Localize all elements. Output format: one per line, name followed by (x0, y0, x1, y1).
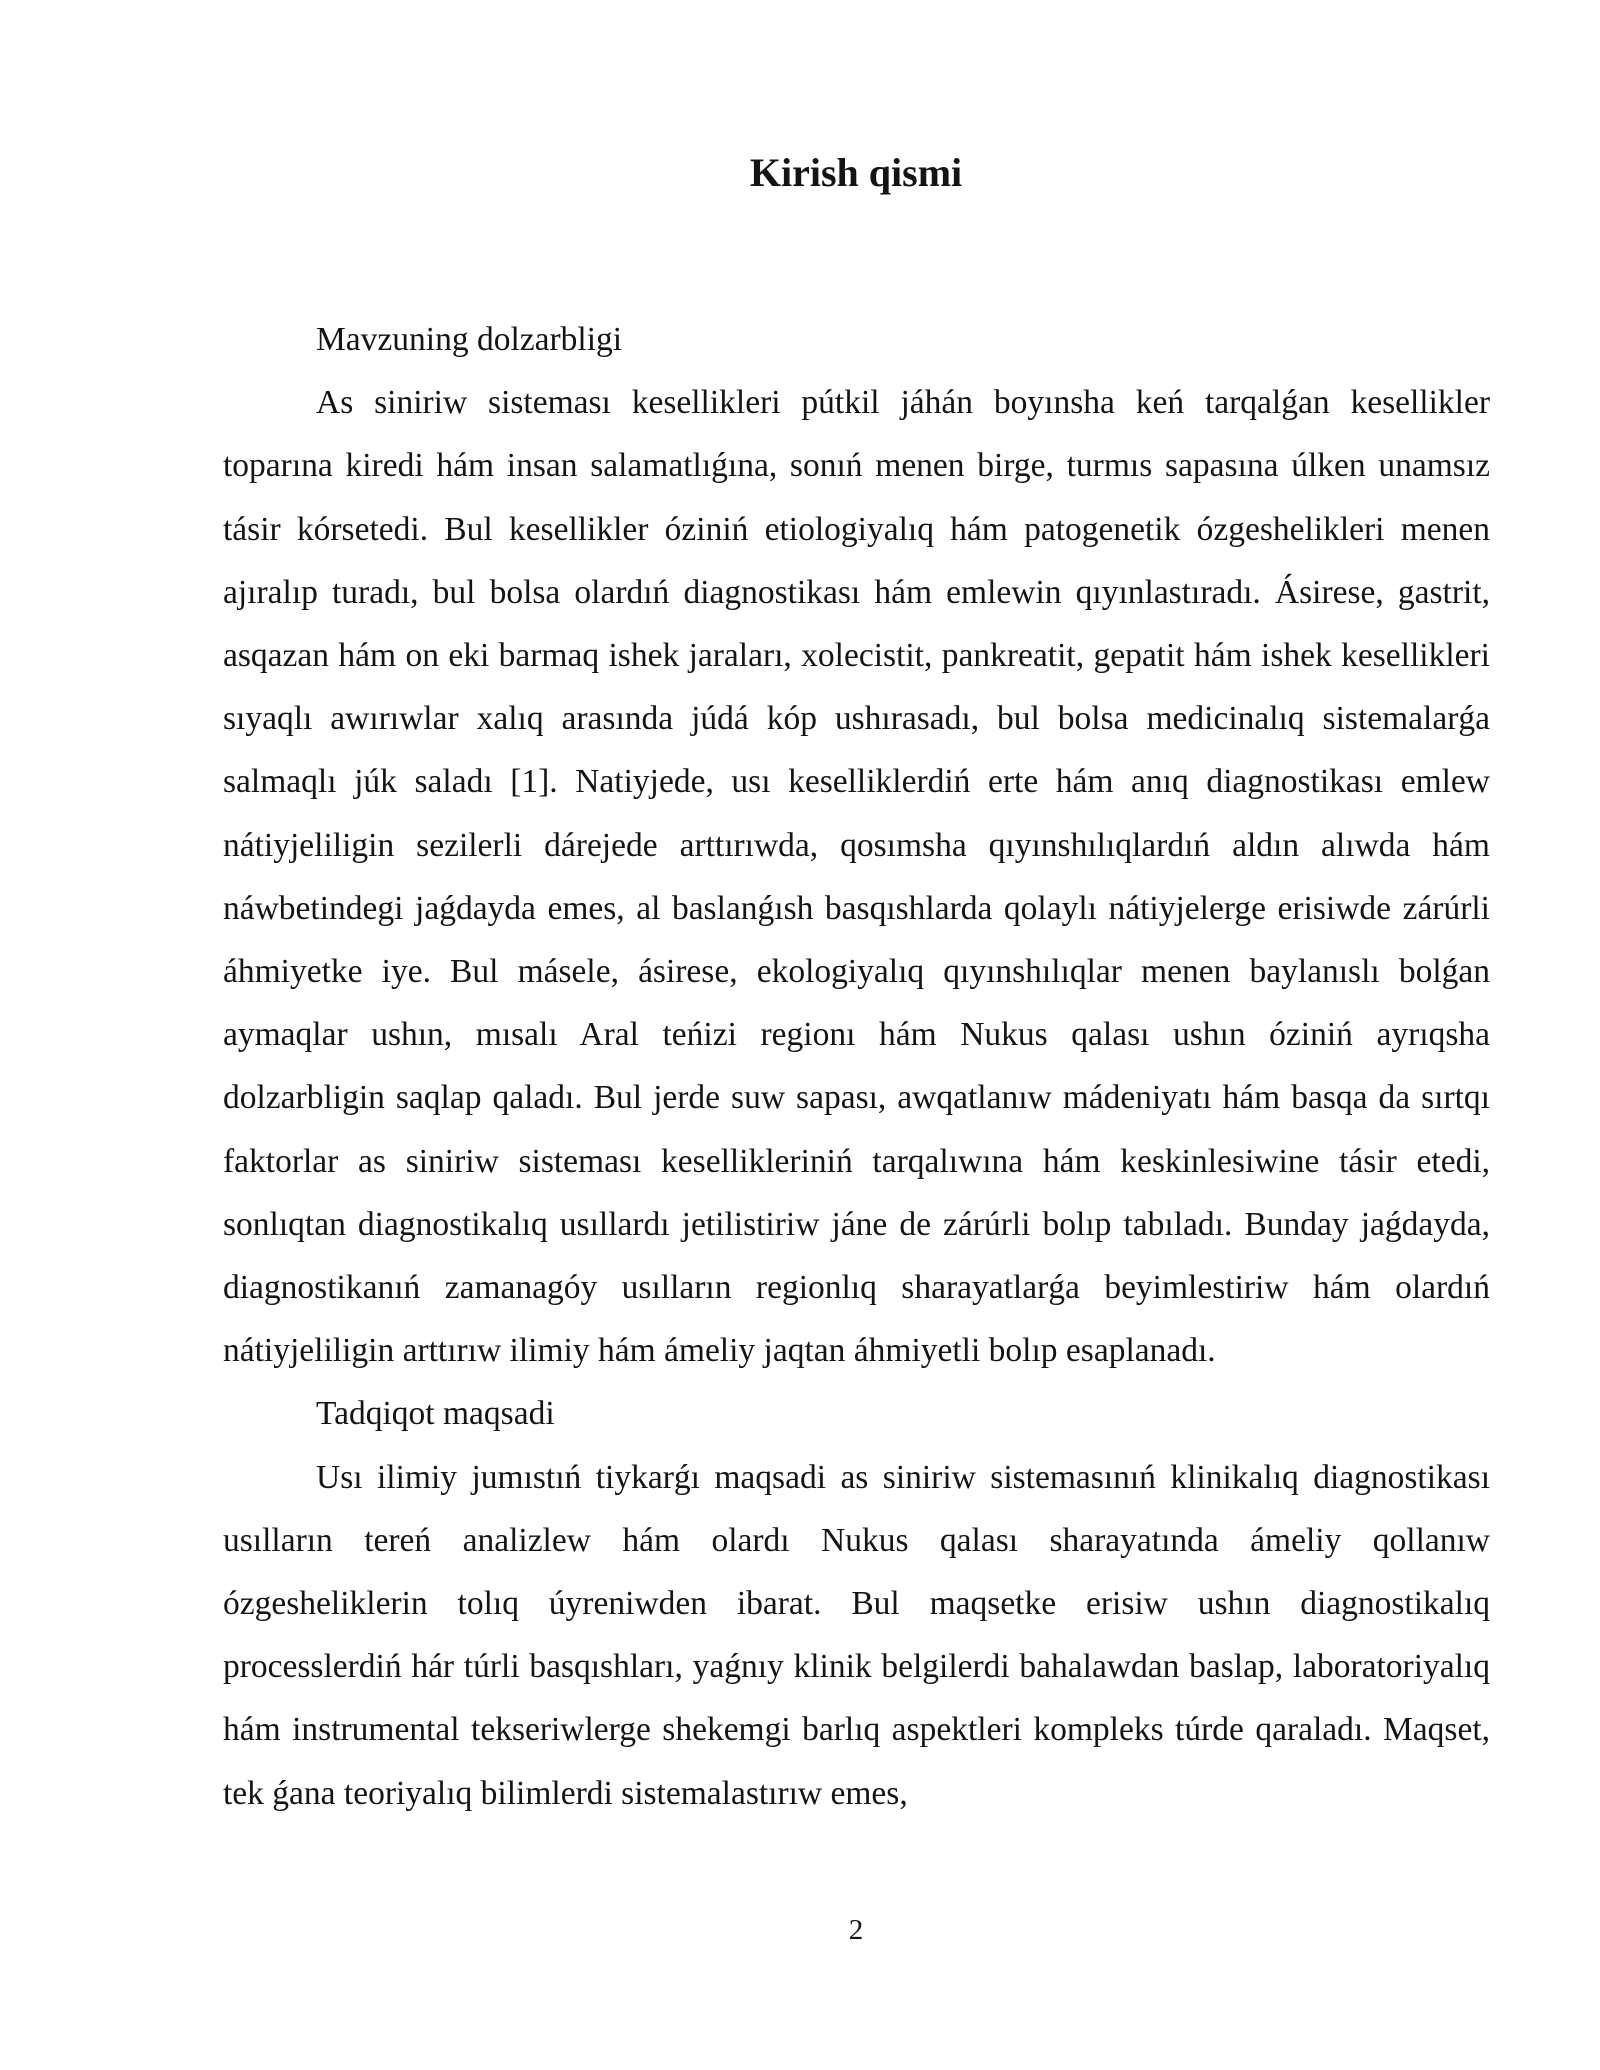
page-title: Kirish qismi (749, 150, 963, 195)
document-body (223, 308, 1490, 1825)
page-number: 2 (848, 1914, 864, 1946)
section-heading-goal: Tadqiqot maqsadi (316, 1395, 555, 1433)
section-heading-relevance: Mavzuning dolzarbligi (316, 321, 623, 358)
paragraph-goal: Usı ilimiy jumıstıń tiykarǵı maqsadi as siniriw sistemasınıń klinikalıq diagnostikası usılların tereń analizlew hám olardı Nukus qalası sharayatında ámeliy qollanıw ózgesheliklerin tolıq úyreniwden ibarat. Bul maqsetke erisiw ushın diagnostikalıq processlerdiń hár túrli basqıshları, yaǵnıy klinik belgilerdi bahalawdan baslap, laboratoriyalıq hám instrumental tekseriwlerge shekemgi barlıq aspektleri kompleks túrde qaraladı. Maqset, tek ǵana teoriyalıq bilimlerdi sistemalastırıw emes, (223, 1458, 1490, 1812)
paragraph-relevance: As siniriw sisteması kesellikleri pútkil jáhán boyınsha keń tarqalǵan kesellikler toparına kiredi hám insan salamatlıǵına, sonıń menen birge, turmıs sapasına úlken unamsız tásir kórsetedi. Bul kesellikler óziniń etiologiyalıq hám patogenetik ózgeshelikleri menen ajıralıp turadı, bul bolsa olardıń diagnostikası hám emlewin qıyınlastıradı. Ásirese, gastrit, asqazan hám on eki barmaq ishek jaraları, xolecistit, pankreatit, gepatit hám ishek kesellikleri sıyaqlı awırıwlar xalıq arasında júdá kóp ushırasadı, bul bolsa medicinalıq sistemalarǵa salmaqlı júk saladı [1]. Natiyjede, usı keselliklerdiń erte hám anıq diagnostikası emlew nátiyjeliligin sezilerli dárejede arttırıwda, qosımsha qıyınshılıqlardıń aldın alıwda hám náwbetindegi jaǵdayda emes, al baslanǵısh basqıshlarda qolaylı nátiyjelerge erisiwde zárúrli áhmiyetke iye. Bul másele, ásirese, ekologiyalıq qıyınshılıqlar menen baylanıslı bolǵan aymaqlar ushın, mısalı Aral teńizi regionı hám Nukus qalası ushın óziniń ayrıqsha dolzarbligin saqlap qaladı. Bul jerde suw sapası, awqatlanıw mádeniyatı hám basqa da sırtqı faktorlar as siniriw sisteması kesellikleriniń tarqalıwına hám keskinlesiwine tásir etedi, sonlıqtan diagnostikalıq usıllardı jetilistiriw jáne de zárúrli bolıp tabıladı. Bunday jaǵdayda, diagnostikanıń zamanagóy usılların regionlıq sharayatlarǵa beyimlestiriw hám olardıń nátiyjeliligin arttırıw ilimiy hám ámeliy jaqtan áhmiyetli bolıp esaplanadı. (223, 384, 1490, 1370)
